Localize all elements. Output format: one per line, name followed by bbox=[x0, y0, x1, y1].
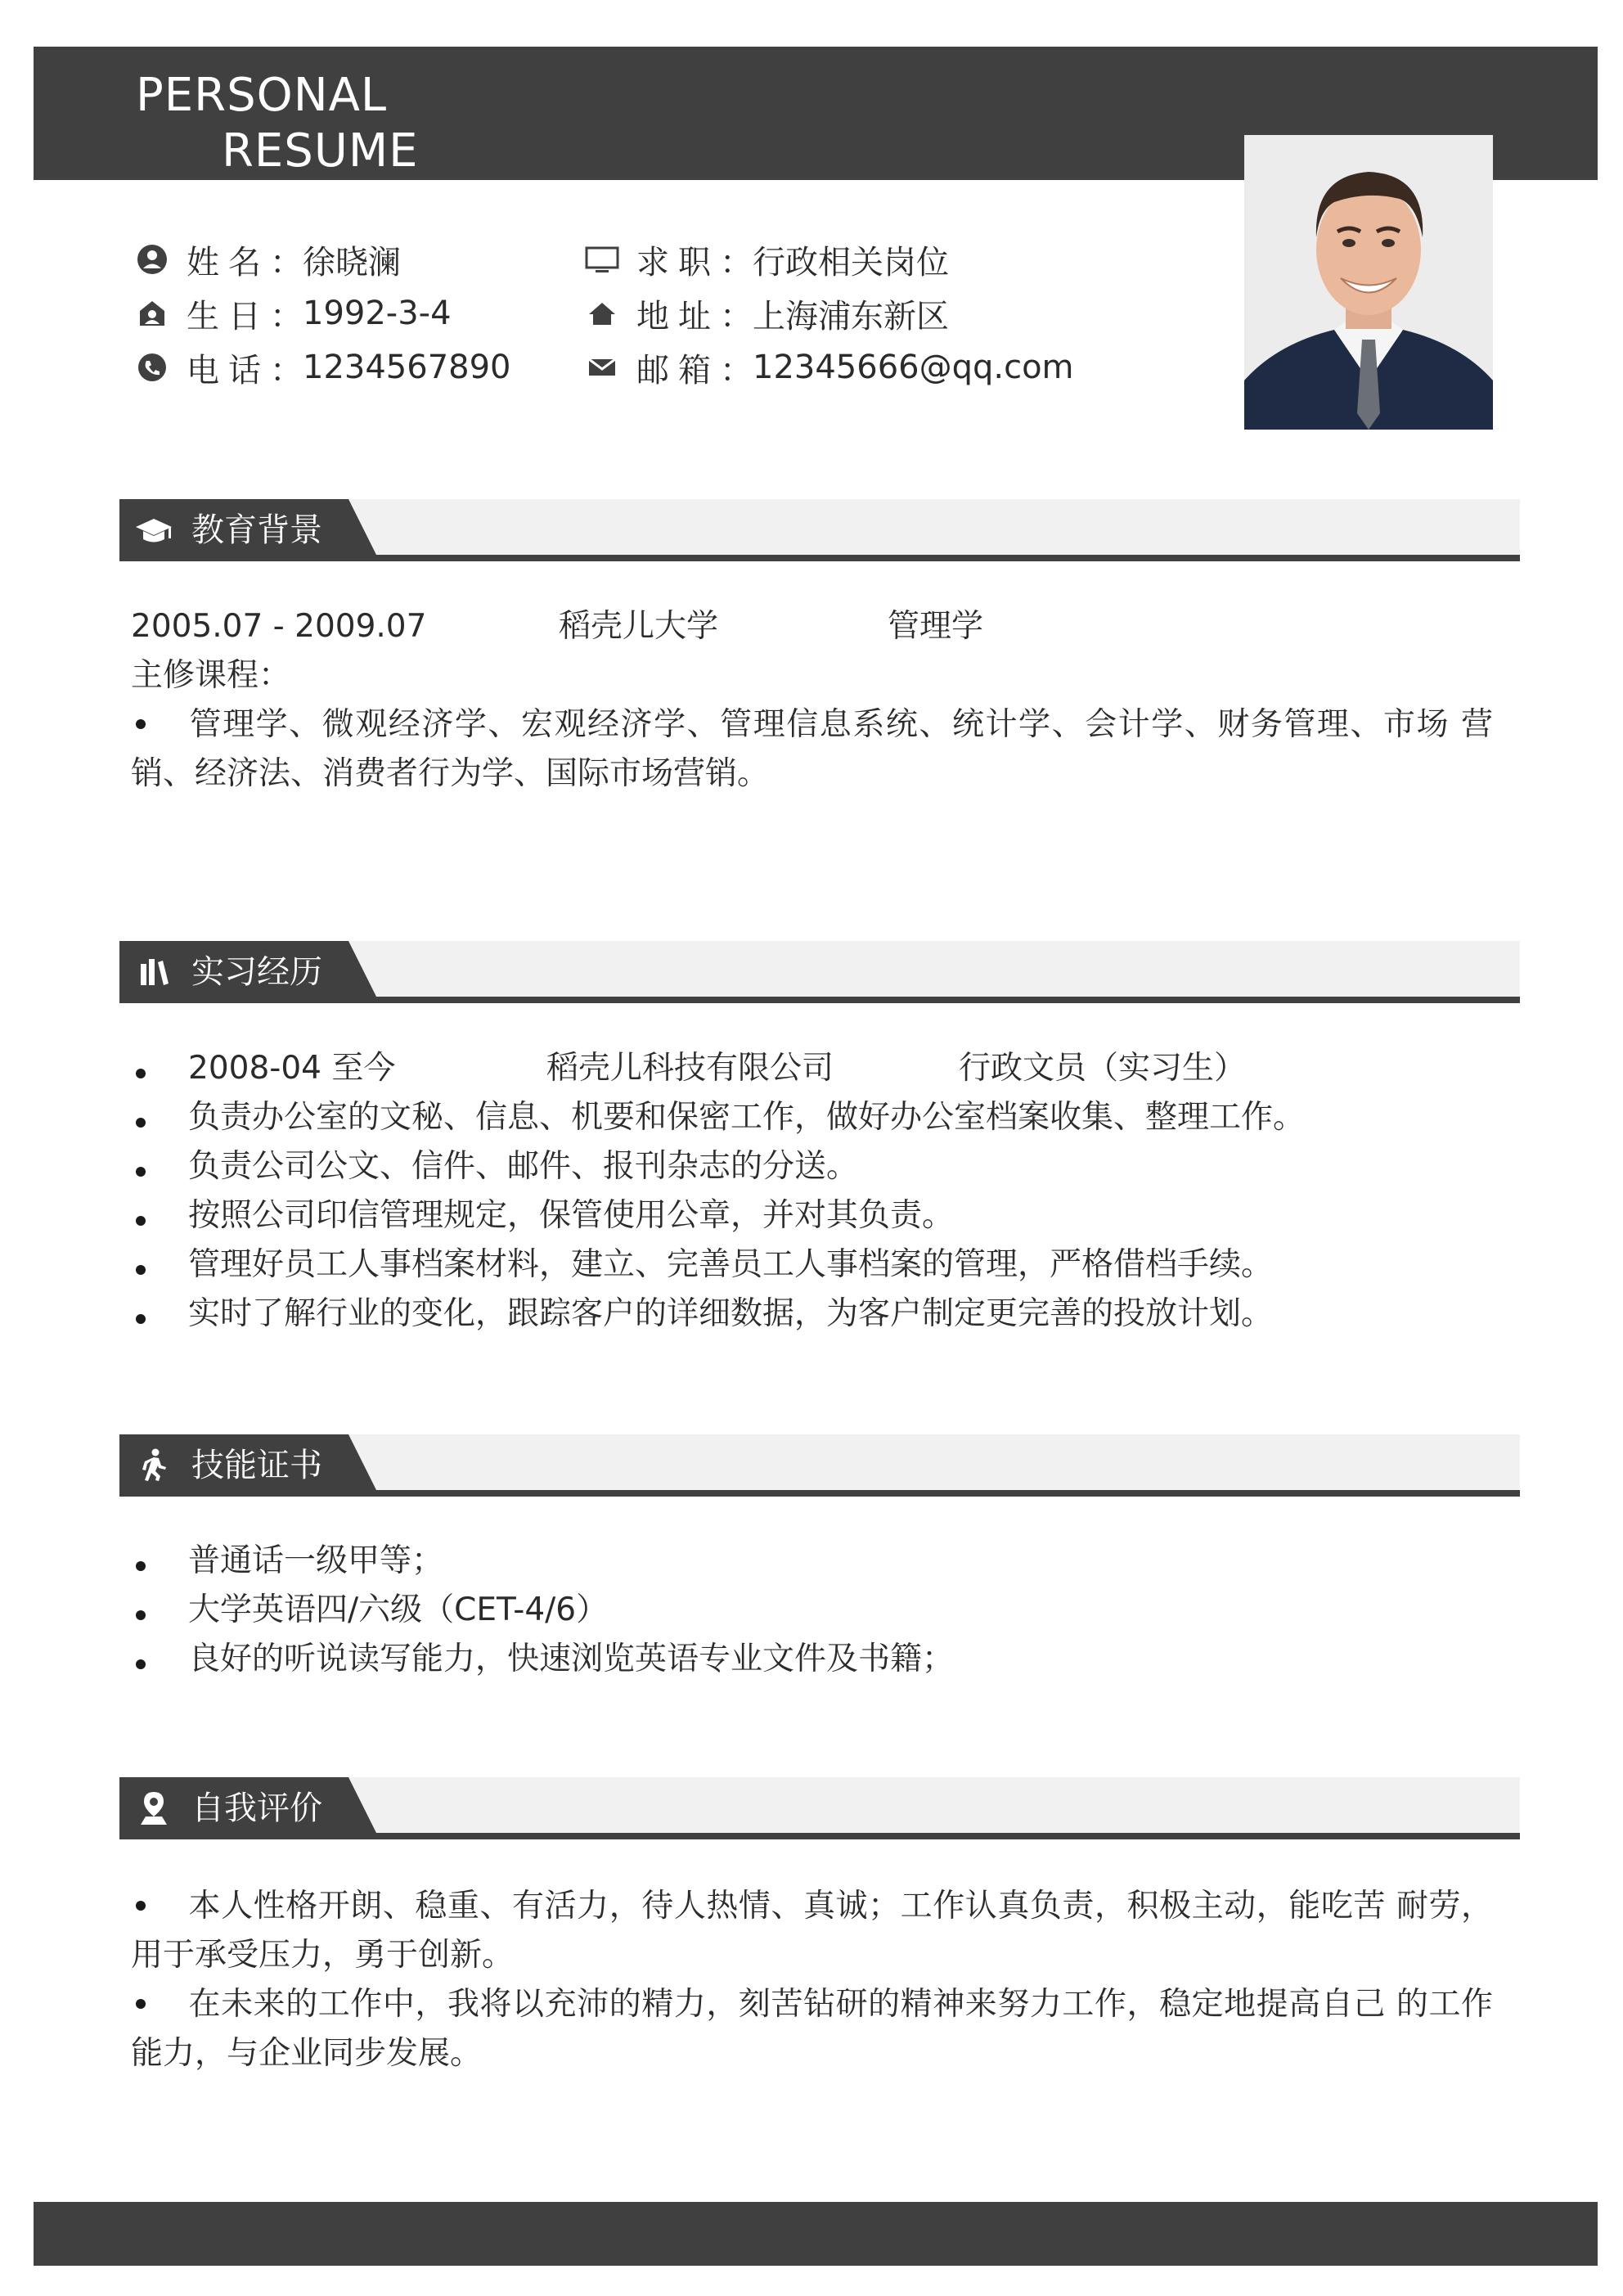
education-school: 稻壳儿大学 bbox=[559, 608, 719, 645]
id-card-icon bbox=[133, 294, 172, 333]
list-item: 管理好员工人事档案材料，建立、完善员工人事档案的管理，严格借档手续。 bbox=[131, 1240, 1522, 1290]
section-title: 教育背景 bbox=[191, 511, 322, 549]
graduation-cap-icon bbox=[134, 511, 173, 550]
courses-label: 主修课程： bbox=[131, 657, 291, 694]
list-item: 普通话一级甲等； bbox=[131, 1537, 1522, 1586]
home-icon bbox=[582, 294, 622, 333]
title-line-1: PERSONAL bbox=[136, 69, 388, 122]
self-eval-paragraph-2 bbox=[131, 1980, 1493, 2078]
footer-bar bbox=[34, 2202, 1598, 2266]
info-phone bbox=[133, 347, 511, 388]
books-icon bbox=[134, 952, 173, 992]
profile-photo bbox=[1244, 135, 1493, 430]
list-item: 负责办公室的文秘、信息、机要和保密工作，做好办公室档案收集、整理工作。 bbox=[131, 1093, 1522, 1142]
info-value: 1234567890 bbox=[303, 349, 511, 386]
title-line-2: RESUME bbox=[222, 124, 419, 178]
list-item: 负责公司公文、信件、邮件、报刊杂志的分送。 bbox=[131, 1142, 1522, 1191]
walking-person-icon bbox=[134, 1446, 173, 1485]
courses-text: 管理学、微观经济学、宏观经济学、管理信息系统、统计学、会计学、财务管理、市场 营销、经济法、消费者行为学、国际市场营销。 bbox=[131, 706, 1493, 792]
info-label: 姓名： bbox=[187, 243, 303, 281]
list-item: 实时了解行业的变化，跟踪客户的详细数据，为客户制定更完善的投放计划。 bbox=[131, 1290, 1522, 1339]
section-header-internship bbox=[119, 941, 1520, 1003]
info-value: 上海浦东新区 bbox=[753, 297, 949, 335]
info-email bbox=[582, 347, 1074, 388]
bullet-dot bbox=[136, 1999, 146, 2009]
self-eval-text: 本人性格开朗、稳重、有活力，待人热情、真诚；工作认真负责，积极主动，能吃苦 耐劳，用于承受压力，勇于创新。 bbox=[131, 1888, 1493, 1974]
self-eval-paragraph-1 bbox=[131, 1882, 1493, 1980]
list-item: 良好的听说读写能力，快速浏览英语专业文件及书籍； bbox=[131, 1635, 1522, 1684]
section-header-education bbox=[119, 499, 1520, 561]
self-eval-text: 在未来的工作中，我将以充沛的精力，刻苦钻研的精神来努力工作，稳定地提高自己 的工作能力，与企业同步发展。 bbox=[131, 1986, 1493, 2072]
info-value: 徐晓澜 bbox=[303, 243, 401, 281]
section-title: 技能证书 bbox=[191, 1447, 322, 1484]
bullet-dot bbox=[136, 1901, 146, 1911]
phone-icon bbox=[133, 348, 172, 387]
section-header-skills bbox=[119, 1434, 1520, 1497]
info-label: 求职： bbox=[636, 243, 753, 281]
bullet-dot bbox=[136, 719, 146, 729]
education-major: 管理学 bbox=[888, 608, 984, 645]
info-address bbox=[582, 293, 949, 334]
internship-company: 稻壳儿科技有限公司 bbox=[546, 1050, 834, 1087]
mail-icon bbox=[582, 348, 622, 387]
info-value: 1992-3-4 bbox=[303, 295, 452, 332]
user-pin-icon bbox=[134, 1789, 173, 1828]
user-icon bbox=[133, 240, 172, 279]
section-title: 自我评价 bbox=[191, 1790, 322, 1827]
internship-position: 行政文员（实习生） bbox=[959, 1050, 1247, 1087]
info-value: 12345666@qq.com bbox=[753, 349, 1074, 386]
courses-paragraph bbox=[131, 700, 1493, 799]
monitor-icon bbox=[582, 240, 622, 279]
info-birthday bbox=[133, 293, 452, 334]
info-value: 行政相关岗位 bbox=[753, 243, 949, 281]
info-label: 地址： bbox=[636, 297, 753, 335]
section-header-self-eval bbox=[119, 1777, 1520, 1839]
info-name bbox=[133, 239, 401, 280]
info-label: 电话： bbox=[187, 351, 303, 389]
list-item: 大学英语四/六级（CET-4/6） bbox=[131, 1586, 1522, 1635]
info-label: 生日： bbox=[187, 297, 303, 335]
info-label: 邮箱： bbox=[636, 351, 753, 389]
list-item: 按照公司印信管理规定，保管使用公章，并对其负责。 bbox=[131, 1191, 1522, 1240]
info-job bbox=[582, 239, 949, 280]
section-title: 实习经历 bbox=[191, 953, 322, 991]
list-item: 2008-04 至今 bbox=[131, 1044, 1522, 1093]
skills-list bbox=[131, 1537, 1522, 1684]
education-period: 2005.07 - 2009.07 bbox=[131, 608, 427, 645]
